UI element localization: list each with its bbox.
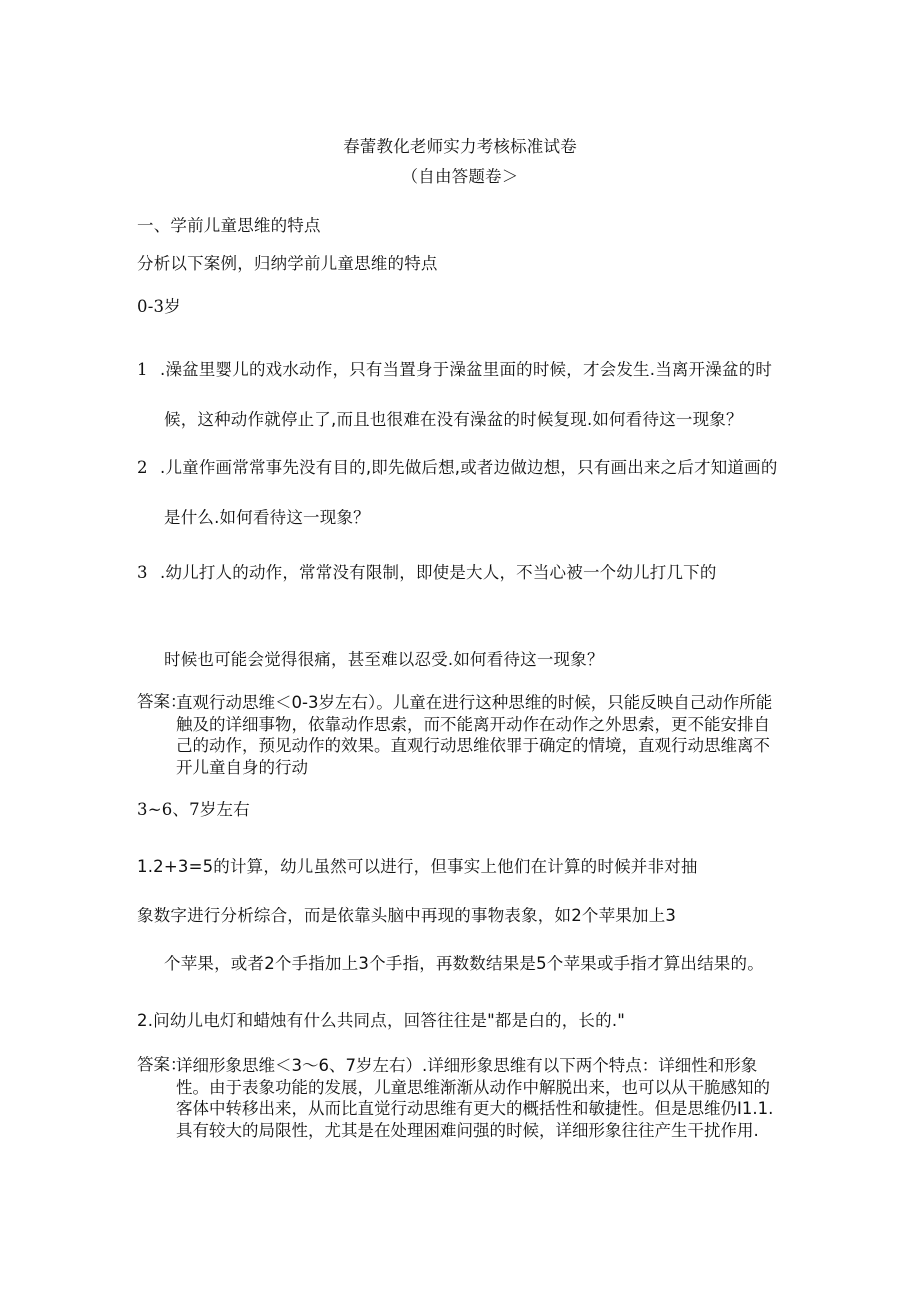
question-number: 3 [137,563,148,582]
question-number: 1 [137,360,148,379]
answer-text: 详细形象思维＜3～6、7岁左右）.详细形象思维有以下两个特点：详细性和形象性。由于表象功能的发展，儿童思维渐渐从动作中解脱出来，也可以从干脆感知的客体中转移出来，从而比直觉行动思维有更大的概括性和敏捷性。但是思维仍I1.1.具有较大的局限性，尤其是在处理困难问强的时候，详细形象往往产生干扰作用. [176,1056,774,1140]
question-text: .澡盆里婴儿的戏水动作，只有当置身于澡盆里面的时候，才会发生.当离开澡盆的时 [160,360,773,379]
section-heading: 一、学前儿童思维的特点 [137,216,321,235]
question-text: 候，这种动作就停止了,而且也很难在没有澡盆的时候复现.如何看待这一现象？ [164,410,743,429]
question-text: 时候也可能会觉得很痛，甚至难以忍受.如何看待这一现象？ [164,650,604,669]
age-group-label: 3~6、7岁左右 [137,800,250,819]
document-title: 春蕾教化老师实力考核标准试卷 [343,137,577,156]
question-text: 象数字进行分析综合，而是依靠头脑中再现的事物表象，如2个苹果加上3 [137,906,677,925]
question-text: 个苹果，或者2个手指加上3个手指，再数数结果是5个苹果或手指才算出结果的。 [164,954,764,973]
question-text: 1.2+3=5的计算，幼儿虽然可以进行，但事实上他们在计算的时候并非对抽 [137,857,698,876]
question-number: 2 [137,458,148,477]
question-text: 2.问幼儿电灯和蜡烛有什么共同点，回答往往是"都是白的，长的." [137,1011,626,1030]
section-instruction: 分析以下案例，归纳学前儿童思维的特点 [137,254,438,273]
document-subtitle: （自由答题卷＞ [401,167,519,186]
answer-label: 答案： [137,692,187,711]
answer-text: 直观行动思维＜0-3岁左右）。儿童在进行这种思维的时候，只能反映自己动作所能触及的详细事物，依靠动作思索，而不能离开动作在动作之外思索，更不能安排自己的动作，预见动作的效果。直观行动思维依罪于确定的情境，直观行动思维离不开儿童自身的行动 [176,693,773,777]
question-text: 是什么.如何看待这一现象？ [164,508,370,527]
question-text: .儿童作画常常事先没有目的,即先做后想,或者边做边想，只有画出来之后才知道画的 [160,458,778,477]
answer-label: 答案： [137,1055,187,1074]
age-group-label: 0-3岁 [137,297,181,316]
question-text: .幼儿打人的动作，常常没有限制，即使是大人，不当心被一个幼儿打几下的 [160,563,717,582]
